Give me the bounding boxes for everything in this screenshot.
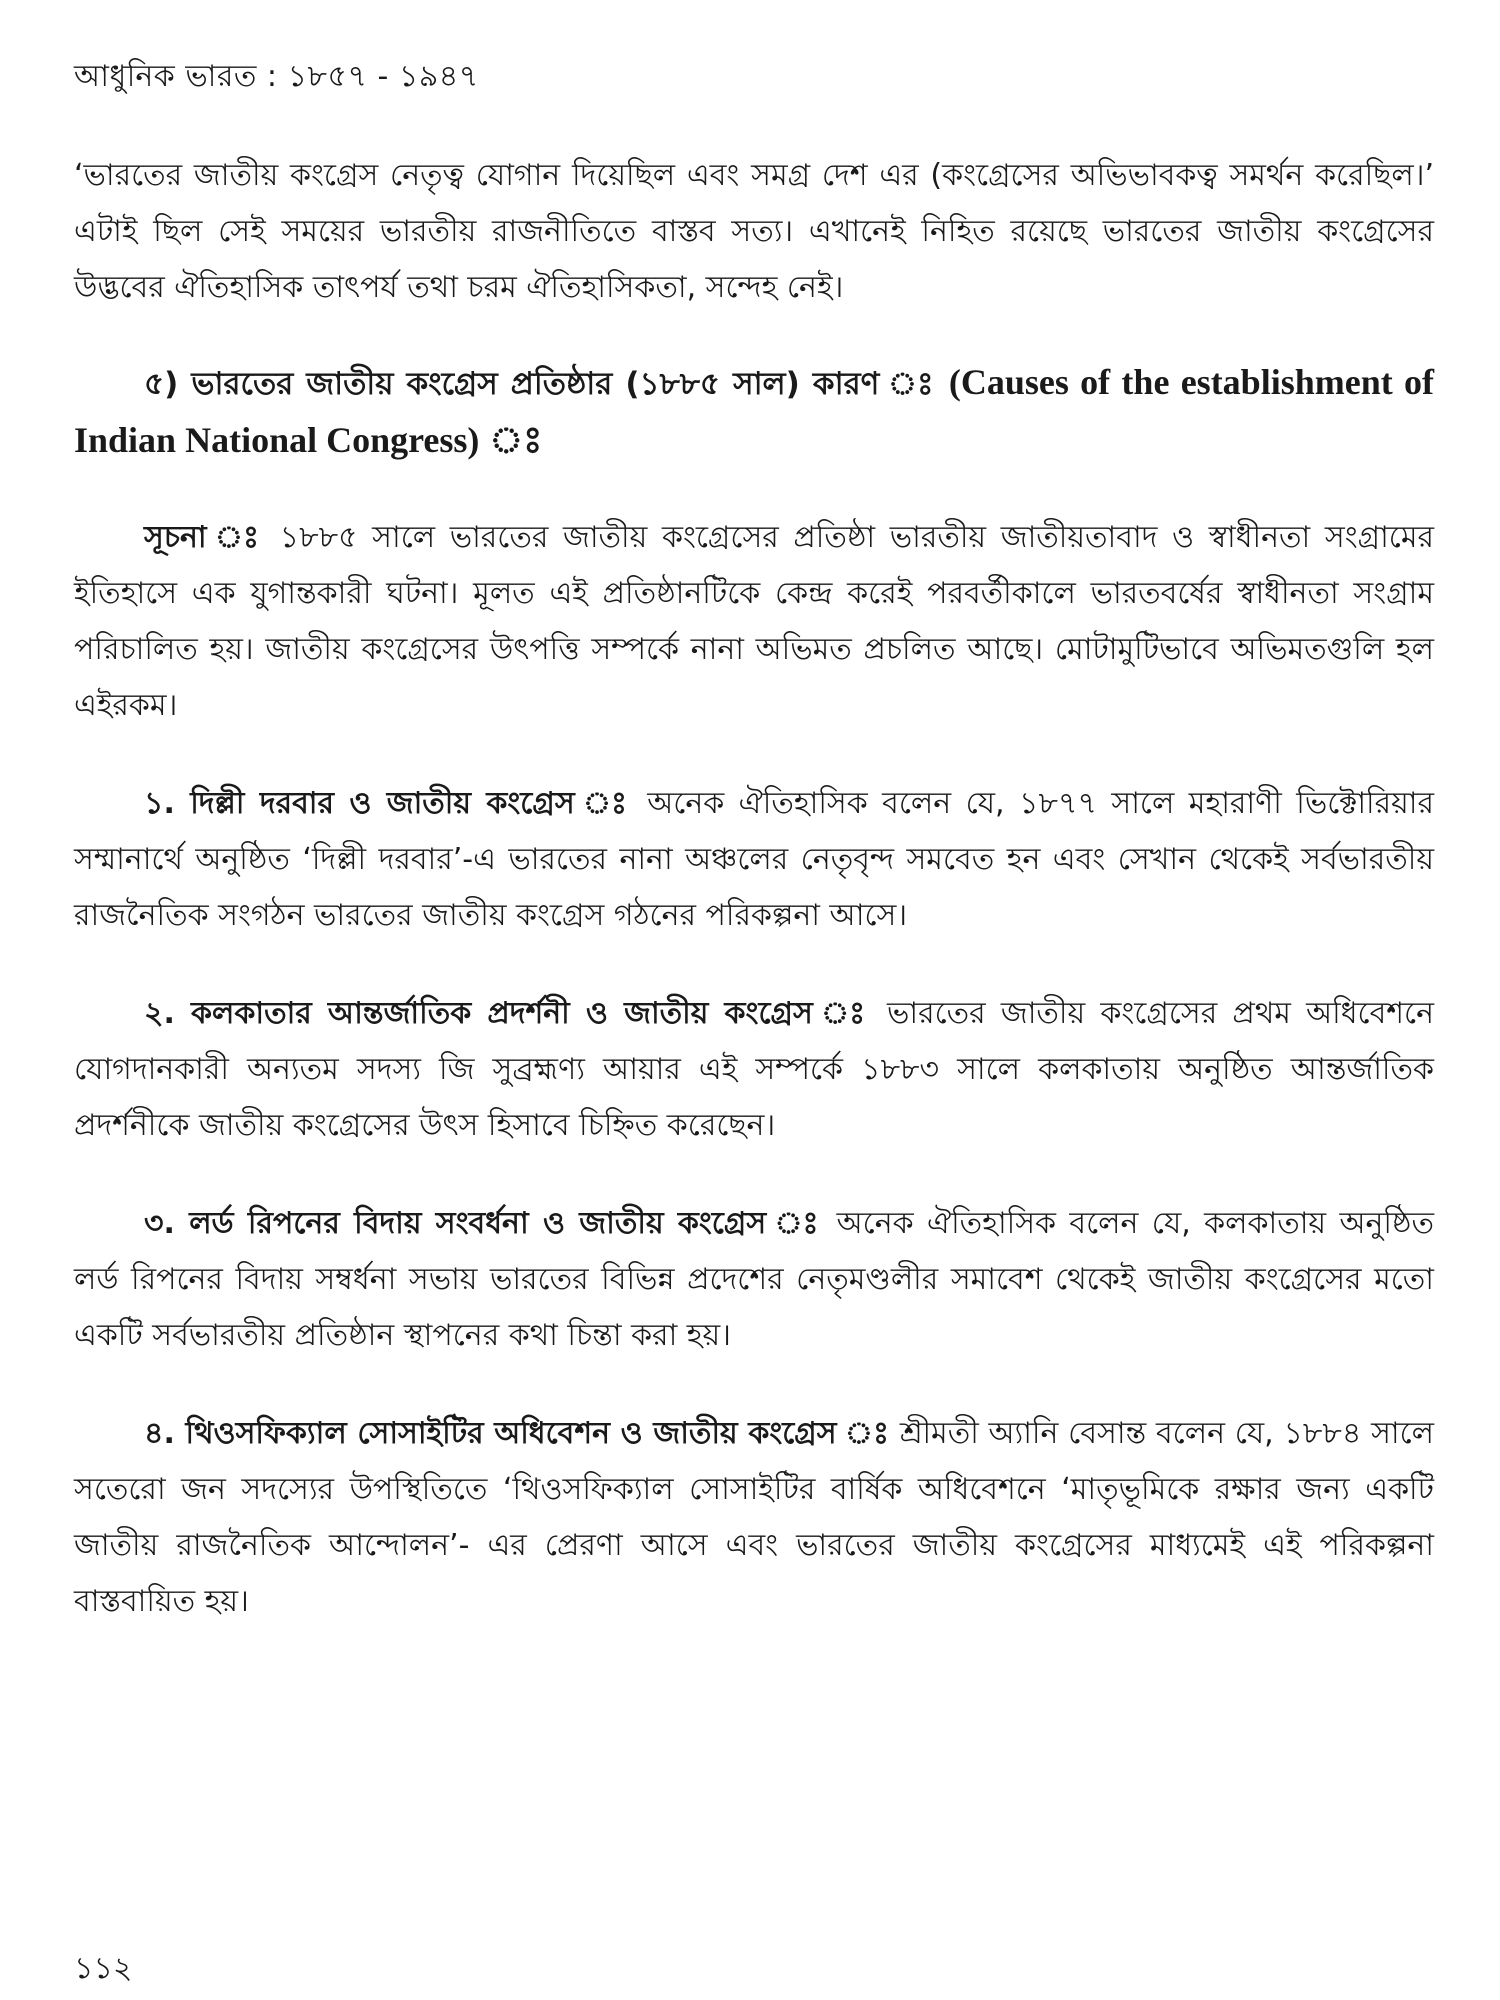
section-heading: [74, 354, 1434, 470]
page-body: [74, 148, 1434, 1672]
paragraph-text: অনেক ঐতিহাসিক বলেন যে, ১৮৭৭ সালে মহারাণী ভিক্টোরিয়ার সম্মানার্থে অনুষ্ঠিত ‘দিল্লী দরবার’-এ ভারতের নানা অঞ্চলের নেতৃবৃন্দ সমবেত হন এবং সেখান থেকেই সর্বভারতীয় রাজনৈতিক সংগঠন ভারতের জাতীয় কংগ্রেস গঠনের পরিকল্পনা আসে।: [74, 786, 1435, 933]
paragraph-lead: সূচনা ঃ: [144, 520, 280, 555]
section-heading-english: (Causes of the establishment of Indian National Congress) ঃ: [74, 362, 1434, 460]
paragraph-text: ভারতের জাতীয় কংগ্রেসের প্রথম অধিবেশনে যোগদানকারী অন্যতম সদস্য জি সুব্রহ্মণ্য আয়ার এই সম্পর্কে ১৮৮৩ সালে কলকাতায় অনুষ্ঠিত আন্তর্জাতিক প্রদর্শনীকে জাতীয় কংগ্রেসের উৎস হিসাবে চিহ্নিত করেছেন।: [74, 996, 1434, 1143]
paragraph-lead: ২. কলকাতার আন্তর্জাতিক প্রদর্শনী ও জাতীয় কংগ্রেস ঃ: [144, 996, 888, 1031]
intro-paragraph: ‘ভারতের জাতীয় কংগ্রেস নেতৃত্ব যোগান দিয়েছিল এবং সমগ্র দেশ এর (কংগ্রেসের অভিভাবকত্ব সমর্থন করেছিল।’ এটাই ছিল সেই সময়ের ভারতীয় রাজনীতিতে বাস্তব সত্য। এখানেই নিহিত রয়েছে ভারতের জাতীয় কংগ্রেসের উদ্ভবের ঐতিহাসিক তাৎপর্য তথা চরম ঐতিহাসিকতা, সন্দেহ নেই।: [74, 158, 1434, 305]
paragraph-calcutta-exhibition: [74, 986, 1434, 1154]
paragraph-text: অনেক ঐতিহাসিক বলেন যে, কলকাতায় অনুষ্ঠিত লর্ড রিপনের বিদায় সম্বর্ধনা সভায় ভারতের বিভিন্ন প্রদেশের নেতৃমণ্ডলীর সমাবেশ থেকেই জাতীয় কংগ্রেসের মতো একটি সর্বভারতীয় প্রতিষ্ঠান স্থাপনের কথা চিন্তা করা হয়।: [74, 1206, 1434, 1353]
paragraph-text: শ্রীমতী অ্যানি বেসান্ত বলেন যে, ১৮৮৪ সালে সতেরো জন সদস্যের উপস্থিতিতে ‘থিওসফিক্যাল সোসাইটির বার্ষিক অধিবেশনে ‘মাতৃভূমিকে রক্ষার জন্য একটি জাতীয় রাজনৈতিক আন্দোলন’- এর প্রেরণা আসে এবং ভারতের জাতীয় কংগ্রেসের মাধ্যমেই এই পরিকল্পনা বাস্তবায়িত হয়।: [74, 1416, 1434, 1619]
paragraph-introduction: [74, 510, 1434, 734]
running-header: আধুনিক ভারত : ১৮৫৭ - ১৯৪৭: [74, 59, 479, 94]
paragraph-lead: ৪. থিওসফিক্যাল সোসাইটির অধিবেশন ও জাতীয় কংগ্রেস ঃ: [144, 1416, 900, 1451]
paragraph-text: ১৮৮৫ সালে ভারতের জাতীয় কংগ্রেসের প্রতিষ্ঠা ভারতীয় জাতীয়তাবাদ ও স্বাধীনতা সংগ্রামের ইতিহাসে এক যুগান্তকারী ঘটনা। মূলত এই প্রতিষ্ঠানটিকে কেন্দ্র করেই পরবর্তীকালে ভারতবর্ষের স্বাধীনতা সংগ্রাম পরিচালিত হয়। জাতীয় কংগ্রেসের উৎপত্তি সম্পর্কে নানা অভিমত প্রচলিত আছে। মোটামুটিভাবে অভিমতগুলি হল এইরকম।: [74, 520, 1434, 723]
paragraph-lead: ১. দিল্লী দরবার ও জাতীয় কংগ্রেস ঃ: [144, 786, 648, 821]
paragraph-theosophical-society: [74, 1406, 1434, 1630]
paragraph-lead: ৩. লর্ড রিপনের বিদায় সংবর্ধনা ও জাতীয় কংগ্রেস ঃ: [144, 1206, 837, 1241]
page-number: ১১২: [74, 1951, 133, 1986]
section-heading-bengali: ৫) ভারতের জাতীয় কংগ্রেস প্রতিষ্ঠার (১৮৮৫ সাল) কারণ ঃ: [144, 366, 949, 402]
paragraph-lord-ripon: [74, 1196, 1434, 1364]
paragraph-delhi-durbar: [74, 776, 1434, 944]
